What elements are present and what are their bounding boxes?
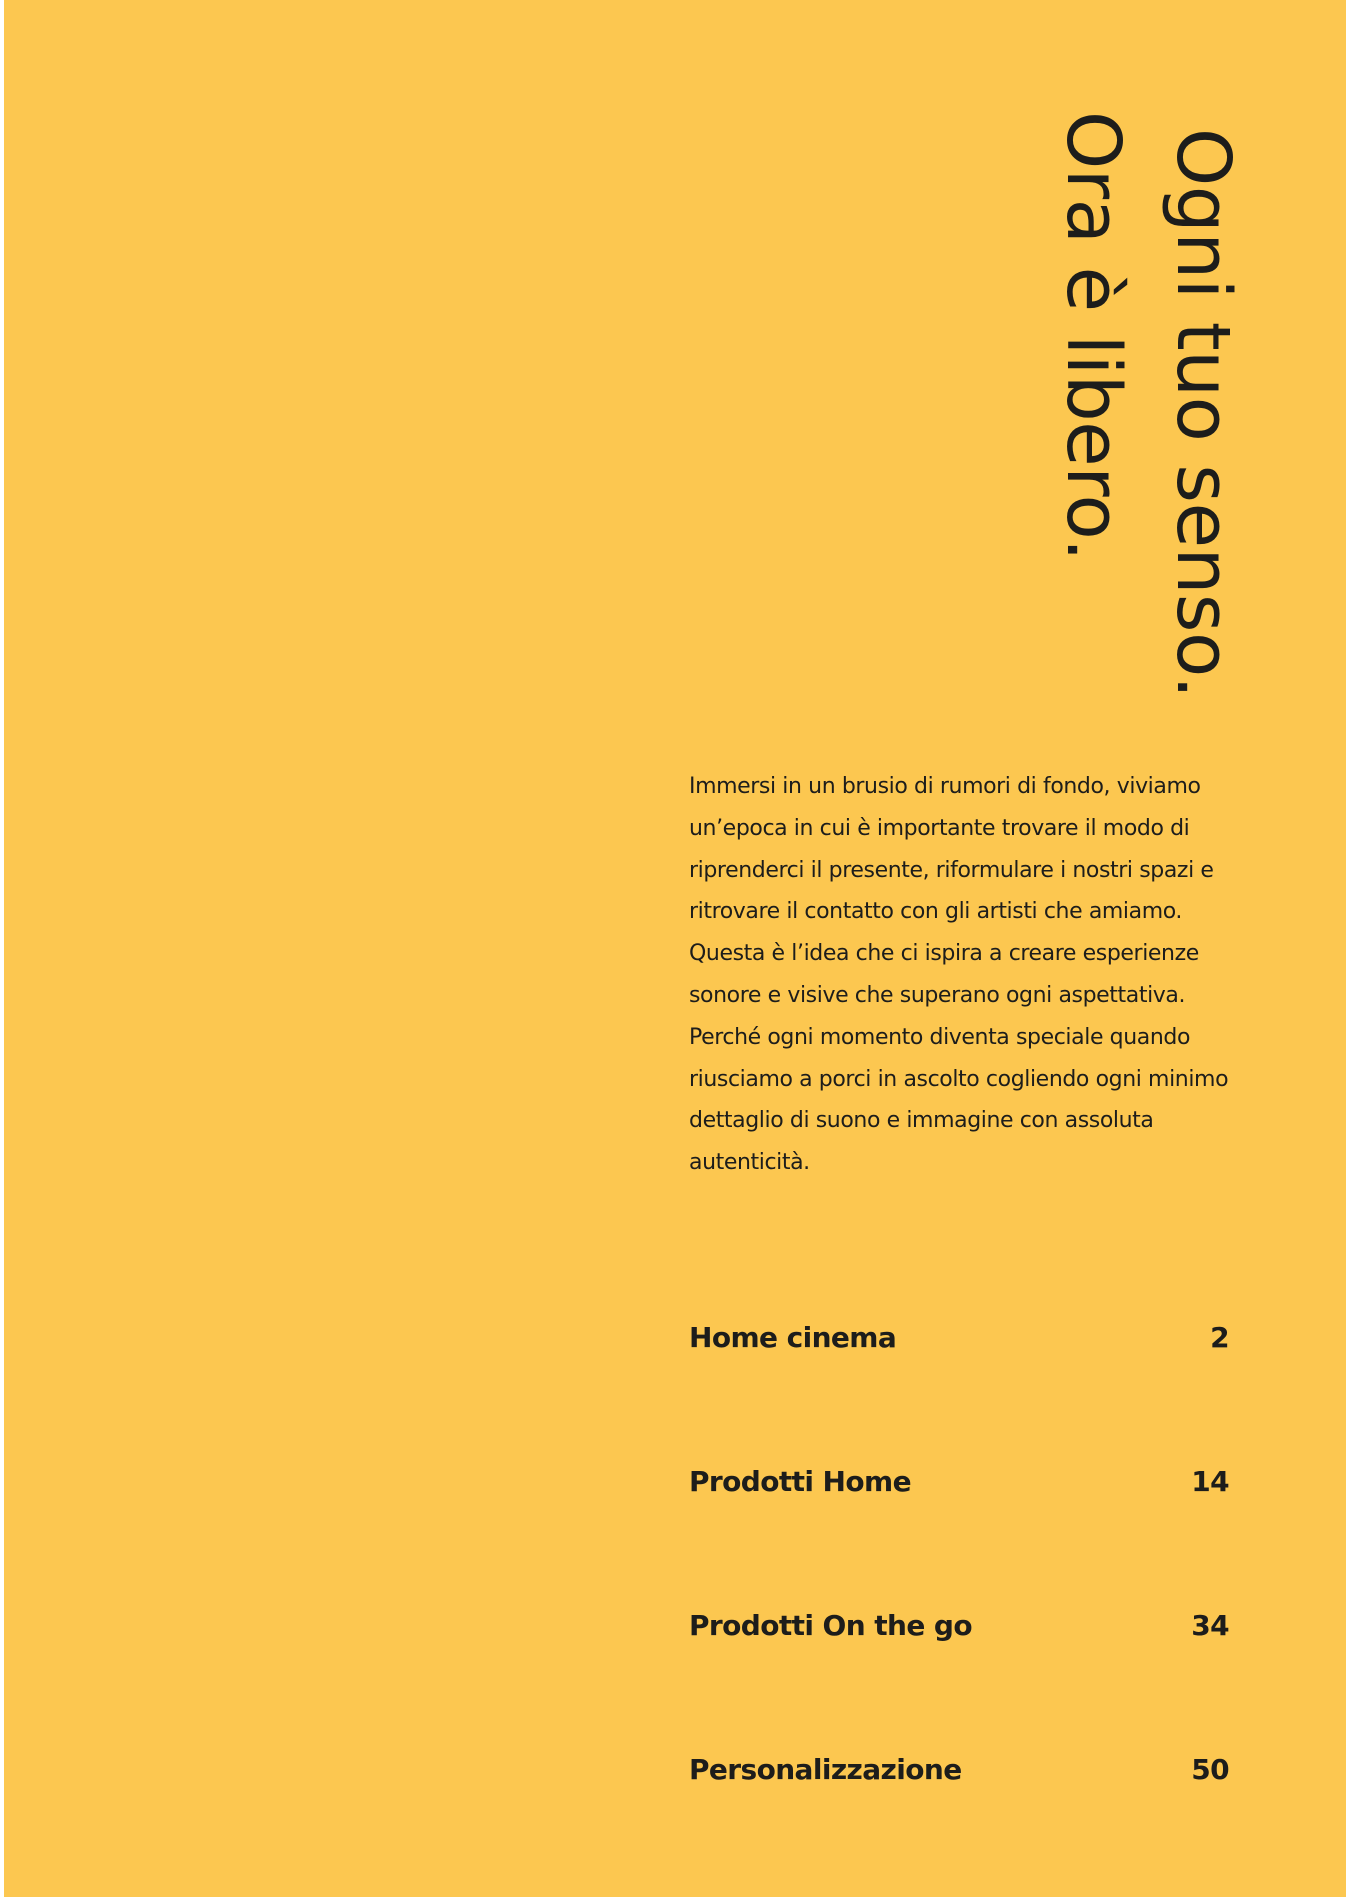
toc-item-prodotti-on-the-go[interactable] (689, 1600, 1229, 1650)
table-of-contents (689, 1312, 1229, 1812)
toc-item-label: Personalizzazione (689, 1752, 962, 1786)
toc-item-page-number: 2 (1210, 1320, 1229, 1354)
headline-line-1: Ogni tuo senso. (1160, 128, 1246, 699)
toc-item-page-number: 14 (1191, 1464, 1229, 1498)
toc-item-label: Prodotti Home (689, 1464, 911, 1498)
toc-item-page-number: 34 (1191, 1608, 1229, 1642)
headline-line-2: Ora è libero. (1050, 111, 1136, 562)
toc-item-home-cinema[interactable] (689, 1312, 1229, 1362)
toc-item-personalizzazione[interactable] (689, 1744, 1229, 1794)
page-edge (0, 0, 4, 1897)
toc-item-prodotti-home[interactable] (689, 1456, 1229, 1506)
toc-item-page-number: 50 (1191, 1752, 1229, 1786)
intro-paragraph: Immersi in un brusio di rumori di fondo, viviamo un’epoca in cui è importante trovare il modo di riprenderci il presente, riformulare i nostri spazi e ritrovare il contatto con gli artisti che amiamo. Questa è l’idea che ci ispira a creare esperienze sonore e visive che superano ogni aspettativa. Perché ogni momento diventa speciale quando riusciamo a porci in ascolto cogliendo ogni minimo dettaglio di suono e immagine con assoluta autenticità. (689, 774, 1229, 1176)
toc-item-label: Prodotti On the go (689, 1608, 972, 1642)
toc-item-label: Home cinema (689, 1320, 897, 1354)
